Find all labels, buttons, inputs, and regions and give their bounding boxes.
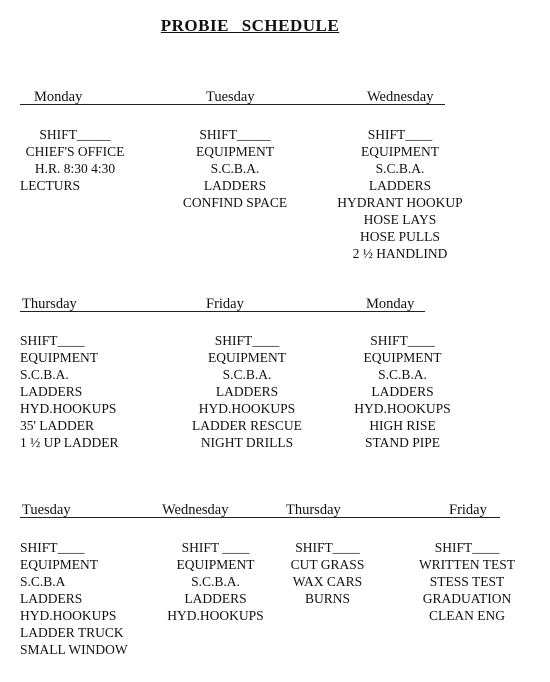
schedule-item: EQUIPMENT <box>196 144 274 159</box>
schedule-item: WRITTEN TEST <box>418 557 516 572</box>
schedule-item: CUT GRASS <box>290 557 365 572</box>
day-items-wednesday-2 <box>158 539 273 624</box>
schedule-item: EQUIPMENT <box>208 350 286 365</box>
schedule-item: HYD.HOOKUPS <box>20 608 117 623</box>
day-heading: Wednesday <box>162 502 229 518</box>
schedule-item: SHIFT____ <box>214 333 280 348</box>
day-heading: Tuesday <box>206 89 255 105</box>
schedule-item: HYD.HOOKUPS <box>198 401 296 416</box>
schedule-item: HYD.HOOKUPS <box>354 401 451 416</box>
schedule-item: S.C.B.A. <box>20 367 69 382</box>
schedule-item: SHIFT____ <box>295 540 360 555</box>
day-items-tuesday-2 <box>20 539 155 658</box>
day-items-friday-2 <box>412 539 522 624</box>
section-3-rule <box>20 517 500 518</box>
schedule-item: LADDERS <box>371 384 434 399</box>
page-title: PROBIE SCHEDULE <box>160 16 340 35</box>
schedule-item: EQUIPMENT <box>20 350 98 365</box>
day-items-friday <box>182 332 312 451</box>
day-items-wednesday <box>330 126 470 262</box>
schedule-item: EQUIPMENT <box>361 144 439 159</box>
schedule-item: LADDERS <box>203 178 267 193</box>
schedule-item: CHIEF'S OFFICE <box>25 144 125 159</box>
schedule-item: SMALL WINDOW <box>20 642 128 657</box>
schedule-item: LADDER TRUCK <box>20 625 124 640</box>
day-heading: Tuesday <box>22 502 71 518</box>
schedule-item: SHIFT_____ <box>39 127 111 142</box>
schedule-item: EQUIPMENT <box>20 557 98 572</box>
day-heading: Friday <box>449 502 487 518</box>
schedule-item: HOSE LAYS <box>363 212 437 227</box>
schedule-item: HIGH RISE <box>369 418 436 433</box>
schedule-item: HYD.HOOKUPS <box>167 608 264 623</box>
schedule-item: S.C.B.A. <box>378 367 427 382</box>
schedule-item: LADDERS <box>215 384 279 399</box>
schedule-item: S.C.B.A. <box>222 367 272 382</box>
schedule-item: HOSE PULLS <box>360 229 440 244</box>
schedule-item: GRADUATION <box>422 591 512 606</box>
schedule-item: SHIFT____ <box>367 127 433 142</box>
schedule-item: H.R. 8:30 4:30 <box>34 161 116 176</box>
schedule-item: LADDERS <box>184 591 247 606</box>
day-items-thursday <box>20 332 160 451</box>
day-heading: Wednesday <box>367 89 434 105</box>
schedule-item: SHIFT____ <box>20 333 85 348</box>
day-items-monday-2 <box>345 332 460 451</box>
schedule-item: 2 ½ HANDLIND <box>352 246 448 261</box>
day-heading: Friday <box>206 296 244 312</box>
schedule-item: STESS TEST <box>429 574 505 589</box>
day-items-monday <box>20 126 130 194</box>
schedule-item: S.C.B.A. <box>191 574 240 589</box>
schedule-item: LADDERS <box>20 384 83 399</box>
schedule-item: SHIFT____ <box>20 540 85 555</box>
schedule-item: 35' LADDER <box>20 418 95 433</box>
day-items-tuesday <box>175 126 295 211</box>
schedule-item: BURNS <box>304 591 350 606</box>
day-heading: Thursday <box>22 296 77 312</box>
schedule-item: LADDER RESCUE <box>192 418 302 433</box>
schedule-item: SHIFT ____ <box>181 540 250 555</box>
schedule-item: SHIFT____ <box>370 333 435 348</box>
schedule-item: SHIFT_____ <box>199 127 271 142</box>
schedule-item: S.C.B.A. <box>210 161 260 176</box>
schedule-item: 1 ½ UP LADDER <box>20 435 119 450</box>
schedule-item: NIGHT DRILLS <box>200 435 294 450</box>
schedule-item: S.C.B.A <box>20 574 66 589</box>
schedule-item: EQUIPMENT <box>176 557 255 572</box>
day-items-thursday-2 <box>280 539 375 607</box>
schedule-item: SHIFT____ <box>434 540 500 555</box>
schedule-item: S.C.B.A. <box>375 161 425 176</box>
schedule-item: CONFIND SPACE <box>182 195 288 210</box>
schedule-item: WAX CARS <box>292 574 363 589</box>
schedule-item: HYDRANT HOOKUP <box>337 195 463 210</box>
day-heading: Monday <box>366 296 415 312</box>
schedule-item: LADDERS <box>20 591 83 606</box>
day-heading: Thursday <box>286 502 341 518</box>
schedule-item: EQUIPMENT <box>363 350 442 365</box>
day-heading: Monday <box>34 89 83 105</box>
schedule-item: LADDERS <box>368 178 432 193</box>
schedule-item: STAND PIPE <box>364 435 441 450</box>
schedule-item: CLEAN ENG <box>428 608 506 623</box>
schedule-item: HYD.HOOKUPS <box>20 401 117 416</box>
schedule-item: LECTURS <box>20 178 81 193</box>
